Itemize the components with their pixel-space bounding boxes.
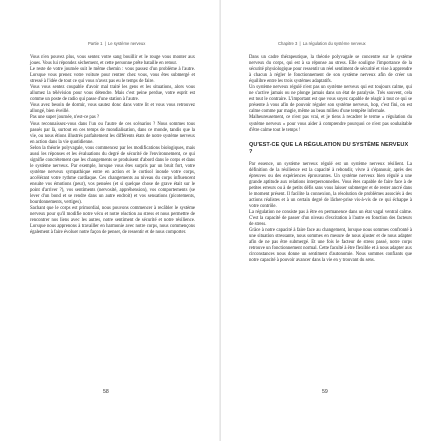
paragraph: Vous avez besoin de dormir, vous sautez donc dans votre lit et vous vous retrouvez allongé, bien éveillé.: [30, 103, 195, 115]
running-head-separator: |: [299, 41, 301, 46]
running-head-left: [88, 41, 145, 46]
running-head-separator: |: [104, 41, 106, 46]
paragraph: La régulation ne consiste pas à être en permanence dans un état vagal ventral calme. C'est la capacité de passer d'un niveau d'excitation à l'autre en fonction des facteurs de stress.: [249, 209, 412, 228]
paragraph: Le reste de votre journée suit le même chemin : vous passez d'un problème à l'autre. Lorsque vous prenez votre voiture pour rentrer chez vous, vous êtes submergé et stressé à l'idée de tout ce qui vous n'avez pas eu le temps de faire.: [30, 67, 195, 85]
paragraph: Pas une super journée, n'est-ce pas ?: [30, 115, 100, 121]
right-body-text: [249, 55, 412, 264]
paragraph: Un système nerveux régulé n'est pas un système nerveux qui est toujours calme, qui ne s'active jamais ou ne plonge jamais dans un état de paralysie. Très souvent, cela est tout le contraire. L'important est que vous soyez capable de réagir à tout ce qui se présente à vous afin de pouvoir réguler son système nerveux, hop, c'est fini, on est calme comme par magie, même au beau milieu d'une tempête infernale.: [249, 85, 412, 115]
paragraph: Sachant que le corps est primordial, nous pouvons commencer à recâbler le système nerveux pour qu'il modifie notre vécu et notre réaction au stress et nous permettre de rencontrer nos liens avec les autres, notre sentiment de sécurité et notre résilience. Lorsque nous apprenons à travailler en harmonie avec notre corps, nous commençons également à faire évoluer notre façon de penser, de ressentir et de nous comporter.: [30, 206, 195, 236]
running-head-title: La régulation du système nerveux: [302, 41, 366, 46]
page-number-left: 58: [103, 389, 109, 395]
paragraph: Vous vous sentez coupable d'avoir mal traité les gens et les situations, alors vous allumez la télévision pour vous détendre. Mais c'est peine perdue, votre esprit est comme un poste de radio qui passe d'une station à l'autre.: [30, 85, 195, 103]
paragraph: Vous n'en pouvez plus, vous sentez votre sang bouillir et le rouge vous monter aux joues. Vous lui répondez sèchement, et cette personne prête bataille en retour.: [30, 55, 195, 67]
left-page: [0, 0, 220, 441]
left-body-text: [30, 55, 195, 236]
right-page: [221, 0, 441, 441]
running-head-part: Partie 1: [88, 41, 103, 46]
section-heading: QU'EST-CE QUE LA RÉGULATION DU SYSTÈME NERVEUX ?: [249, 141, 409, 155]
running-head-part: Chapitre 3: [278, 41, 298, 46]
paragraph: Vous reconnaissez-vous dans l'un ou l'autre de ces scénarios ? Nous sommes tous passés par là, surtout en ces temps de mondialisation, dans ce monde, tandis que la vie, ou nous étions illustrés parfaitement les différents états de notre système nerveux en action dans la vie quotidienne.: [30, 121, 195, 145]
paragraph: Grâce à notre capacité à faire face au changement, lorsque nous sommes confronté à une situation stressante, nous sommes en mesure de nous ajuster et de nous adapter afin de ne pas être submergé. Et une fois le facteur de stress passé, notre corps retrouve un fonctionnement normal. Cette faculté à être flexible et à nous adapter aux circonstances nous donne un sentiment d'autonomie. Nous sommes confiants que notre capacité à pouvoir avancer dans la vie en y trouvant du sens.: [249, 228, 412, 264]
running-head-title: Le système nerveux: [107, 41, 146, 46]
paragraph: Par essence, un système nerveux régulé est un système nerveux résilient. La définition de la résilience est la capacité à rebondir, vivre à s'épanouir, après des épreuves ou des expériences éprouvantes. Un système nerveux bien régulé a une grande aptitude aux relations interpersonnelles. Vous êtes capable de faire face à de petites erreurs ou à de petits défis sans vous laisser submerger et de rester ancré dans le moment présent. Il facilite la connexion, la résolution de problèmes associés à des actions réalistes et à un certain degré de lâcher-prise vis-à-vis de ce qui échappe à votre contrôle.: [249, 161, 412, 209]
paragraph: Dans un cadre thérapeutique, la théorie polyvagale se concentre sur le système nerveux du corps, qui est à sa réponse au stress. Elle souligne l'importance de la sécurité physiologique pour ressentir un réel sentiment de sécurité et vise à apprendre à chacun à régler le fonctionnement de son système nerveux afin de créer un équilibre entre les trois systèmes adaptatifs.: [249, 55, 412, 85]
paragraph: Malheureusement, ce n'est pas vrai, et je tiens à recadrer le terme « régulation du système nerveux » pour vous aider à comprendre pourquoi ce n'est pas souhaitable d'être calme tout le temps !: [249, 115, 412, 133]
page-number-right: 59: [322, 389, 328, 395]
paragraph: Selon la théorie polyvagale, vous commencez par les modifications biologiques, mais aussi les réponses et les évaluations du degré de sécurité de l'environnement, ce qui signifie concrètement que les changements se produisent d'abord dans le corps et dans le système nerveux. Par exemple, lorsque vous êtes surpris par un bruit fort, votre système nerveux sympathique entre en action et le cortisol inonde votre corps, accélérant votre rythme cardiaque. Ces changements au niveau du corps influencent ensuite vos émotions (peur), vos pensées (et si quelque chose de grave était sur le point d'arriver ?), vos sentiments (nervosité, appréhension), vos comportements (se lever d'un bond et se rendre dans un autre endroit) et vos sensations (picotements, bourdonnements, vertiges).: [30, 145, 195, 206]
running-head-right: [278, 41, 366, 46]
